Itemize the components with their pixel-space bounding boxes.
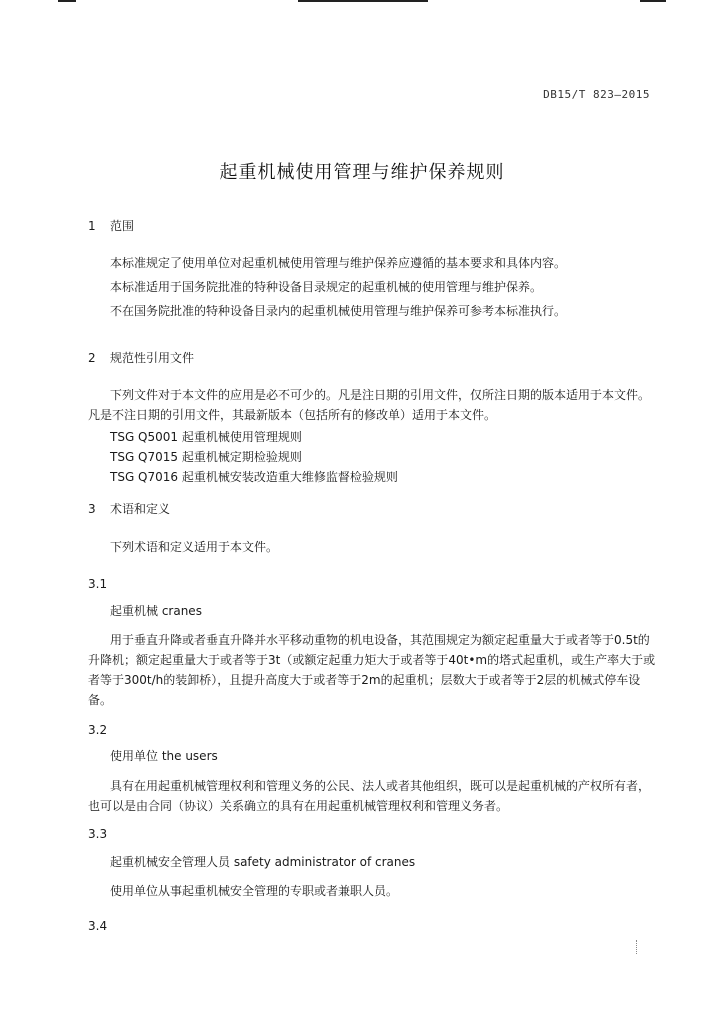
term-number: 3.1 xyxy=(88,577,108,591)
section-1-paragraph: 本标准适用于国务院批准的特种设备目录规定的起重机械的使用管理与维护保养。 xyxy=(110,280,543,294)
section-3-number: 3 xyxy=(88,502,96,516)
section-1-number: 1 xyxy=(88,219,96,233)
term-name: 起重机械 cranes xyxy=(110,604,202,618)
section-2-number: 2 xyxy=(88,351,96,365)
section-1-title: 范围 xyxy=(110,219,135,233)
section-3-intro: 下列术语和定义适用于本文件。 xyxy=(110,540,279,554)
term-name: 使用单位 the users xyxy=(110,749,218,763)
section-3-title: 术语和定义 xyxy=(110,502,171,516)
scan-edge-right xyxy=(640,0,666,2)
scan-edge-center xyxy=(298,0,428,2)
document-code: DB15/T 823—2015 xyxy=(543,88,650,101)
term-definition: 具有在用起重机械管理权利和管理义务的公民、法人或者其他组织，既可以是起重机械的产权所有者，也可以是由合同（协议）关系确立的具有在用起重机械管理权利和管理义务者。 xyxy=(88,779,651,813)
term-definition: 用于垂直升降或者垂直升降并水平移动重物的机电设备，其范围规定为额定起重量大于或者等于0.5t的升降机；额定起重量大于或者等于3t（或额定起重力矩大于或者等于40t•m的塔式起重机，或生产率大于或者等于300t/h的装卸桥），且提升高度大于或者等于2m的起重机；层数大于或者等于2层的机械式停车设备。 xyxy=(88,633,656,707)
term-name: 起重机械安全管理人员 safety administrator of cranes xyxy=(110,855,416,869)
scan-edge-left xyxy=(58,0,76,2)
term-number: 3.4 xyxy=(88,919,108,933)
term-definition: 使用单位从事起重机械安全管理的专职或者兼职人员。 xyxy=(110,884,399,898)
term-number: 3.2 xyxy=(88,723,108,737)
scan-margin-mark xyxy=(636,940,638,954)
normative-reference-item: TSG Q7015 起重机械定期检验规则 xyxy=(110,450,302,464)
normative-reference-item: TSG Q7016 起重机械安装改造重大维修监督检验规则 xyxy=(110,470,398,484)
normative-reference-item: TSG Q5001 起重机械使用管理规则 xyxy=(110,430,302,444)
section-1-paragraph: 本标准规定了使用单位对起重机械使用管理与维护保养应遵循的基本要求和具体内容。 xyxy=(110,256,567,270)
section-1-paragraph: 不在国务院批准的特种设备目录内的起重机械使用管理与维护保养可参考本标准执行。 xyxy=(110,304,567,318)
section-2-intro: 下列文件对于本文件的应用是必不可少的。凡是注日期的引用文件，仅所注日期的版本适用于本文件。凡是不注日期的引用文件，其最新版本（包括所有的修改单）适用于本文件。 xyxy=(88,388,651,422)
section-2-title: 规范性引用文件 xyxy=(110,351,195,365)
term-number: 3.3 xyxy=(88,827,108,841)
document-title: 起重机械使用管理与维护保养规则 xyxy=(219,162,505,183)
